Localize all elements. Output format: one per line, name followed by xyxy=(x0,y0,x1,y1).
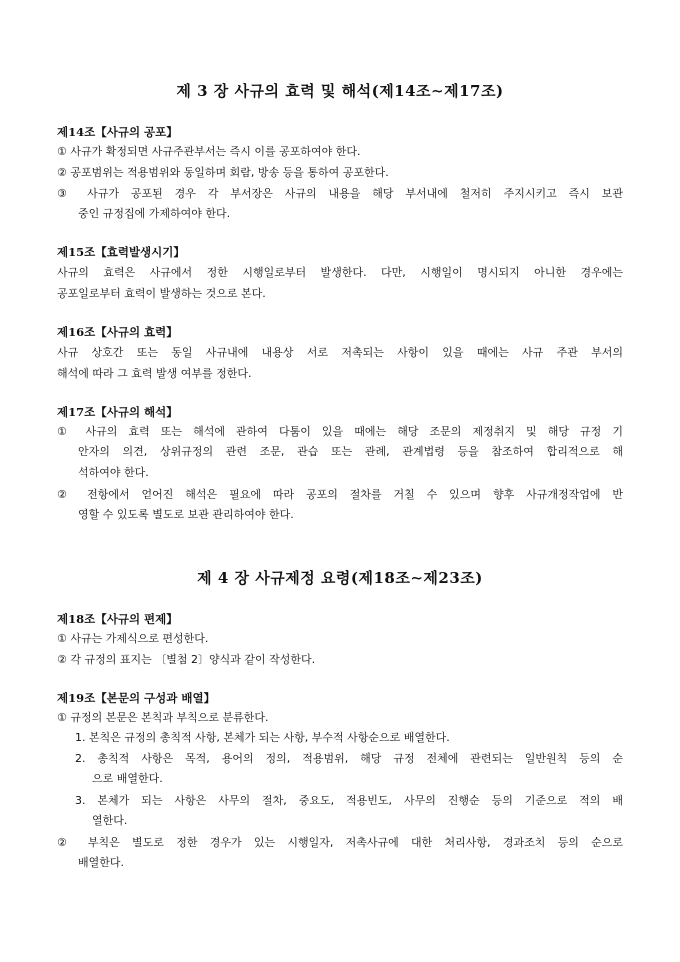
article-19-item-1: ① 규정의 본문은 본칙과 부칙으로 분류한다. xyxy=(57,711,269,724)
article-19-item-2: ② 부칙은 별도로 정한 경우가 있는 시행일자, 저촉사규에 대한 처리사항, 경과조치 등의 순으로 xyxy=(57,836,623,849)
article-17-heading: 제17조【사규의 해석】 xyxy=(57,405,178,419)
article-19-heading: 제19조【본문의 구성과 배열】 xyxy=(57,691,216,705)
article-18-item-1: ① 사규는 가제식으로 편성한다. xyxy=(57,632,209,645)
chapter-3-title: 제 3 장 사규의 효력 및 해석(제14조∼제17조) xyxy=(176,82,504,100)
article-14-item-2: ② 공포범위는 적용범위와 동일하며 회람, 방송 등을 통하여 공포한다. xyxy=(57,166,389,179)
article-19-item-2-cont: 배열한다. xyxy=(78,856,125,869)
article-15-text-1: 사규의 효력은 사규에서 정한 시행일로부터 발생한다. 다만, 시행일이 명시되지 아니한 경우에는 xyxy=(57,266,623,279)
article-19-sub-2-cont: 으로 배열한다. xyxy=(92,772,163,785)
article-18-heading: 제18조【사규의 편제】 xyxy=(57,612,178,626)
article-14-heading: 제14조【사규의 공포】 xyxy=(57,125,178,139)
article-17-item-2-cont: 영할 수 있도록 별도로 보관 관리하여야 한다. xyxy=(78,508,294,521)
article-14-item-3-cont: 중인 규정집에 가제하여야 한다. xyxy=(78,207,231,220)
article-15-text-2: 공포일로부터 효력이 발생하는 것으로 본다. xyxy=(57,287,266,300)
article-16-heading: 제16조【사규의 효력】 xyxy=(57,325,178,339)
article-17-item-1-cont: 안자의 의견, 상위규정의 관련 조문, 관습 또는 관례, 관계법령 등을 참조하여 합리적으로 해 xyxy=(78,445,623,458)
article-16-text-2: 해석에 따라 그 효력 발생 여부를 정한다. xyxy=(57,367,252,380)
article-17-item-2: ② 전항에서 얻어진 해석은 필요에 따라 공포의 절차를 거칠 수 있으며 향후 사규개정작업에 반 xyxy=(57,488,623,501)
article-19-sub-3: 3. 본체가 되는 사항은 사무의 절차, 중요도, 적용빈도, 사무의 진행순 등의 기준으로 적의 배 xyxy=(75,794,623,807)
article-17-item-1-end: 석하여야 한다. xyxy=(78,466,149,479)
article-19-sub-1: 1. 본칙은 규정의 총칙적 사항, 본체가 되는 사항, 부수적 사항순으로 배열한다. xyxy=(75,731,450,744)
chapter-4-title: 제 4 장 사규제정 요령(제18조∼제23조) xyxy=(197,569,483,587)
article-14-item-3: ③ 사규가 공포된 경우 각 부서장은 사규의 내용을 해당 부서내에 철저히 주지시키고 즉시 보관 xyxy=(57,187,623,200)
article-15-heading: 제15조【효력발생시기】 xyxy=(57,245,185,259)
article-18-item-2: ② 각 규정의 표지는 〔별첨 2〕양식과 같이 작성한다. xyxy=(57,653,316,666)
article-14-item-1: ① 사규가 확정되면 사규주관부서는 즉시 이를 공포하여야 한다. xyxy=(57,145,361,158)
article-16-text-1: 사규 상호간 또는 동일 사규내에 내용상 서로 저촉되는 사항이 있을 때에는 사규 주관 부서의 xyxy=(57,346,623,359)
article-17-item-1: ① 사규의 효력 또는 해석에 관하여 다툼이 있을 때에는 해당 조문의 제정취지 및 해당 규정 기 xyxy=(57,425,623,438)
article-19-sub-3-cont: 열한다. xyxy=(92,814,128,827)
article-19-sub-2: 2. 총칙적 사항은 목적, 용어의 정의, 적용범위, 해당 규정 전체에 관련되는 일반원칙 등의 순 xyxy=(75,752,623,765)
